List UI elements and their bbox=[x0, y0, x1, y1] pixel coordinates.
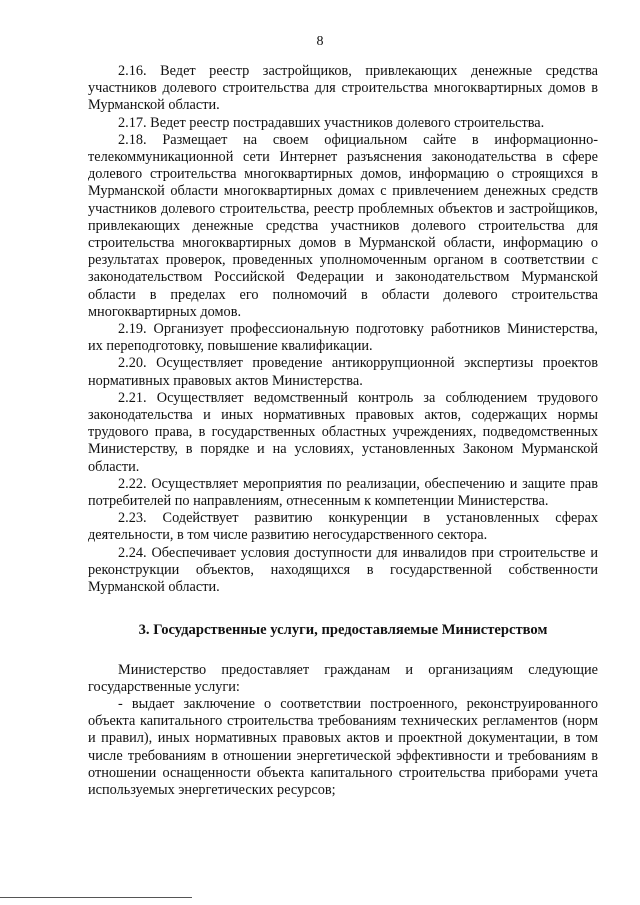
paragraph-services-intro: Министерство предоставляет гражданам и организациям следующие государственные услуги: bbox=[88, 661, 598, 695]
paragraph-2-20: 2.20. Осуществляет проведение антикоррупционной экспертизы проектов нормативных правовых актов Министерства. bbox=[88, 355, 598, 389]
footer-rule bbox=[0, 897, 192, 898]
paragraph-2-23: 2.23. Содействует развитию конкуренции в установленных сферах деятельности, в том числе развитию негосударственного сектора. bbox=[88, 510, 598, 544]
document-body bbox=[88, 63, 598, 799]
paragraph-2-17: 2.17. Ведет реестр пострадавших участников долевого строительства. bbox=[118, 114, 545, 131]
paragraph-2-24: 2.24. Обеспечивает условия доступности для инвалидов при строительстве и реконструкции объектов, находящихся в государственной собственности Мурманской области. bbox=[88, 544, 598, 596]
paragraph-2-18: 2.18. Размещает на своем официальном сайте в информационно-телекоммуникационной сети Интернет разъяснения законодательства в сфере долевого строительства многоквартирных домов, информацию о строящихся в Мурманской области многоквартирных домах с привлечением денежных средств участников долевого строительства, реестр проблемных объектов и застройщиков, привлекающих денежные средства участников долевого строительства для строительства многоквартирных домов в Мурманской области, информацию о результатах проверок, проведенных уполномоченным органом в соответствии с законодательством Российской Федерации и законодательством Мурманской области в пределах его полномочий в области долевого строительства многоквартирных домов. bbox=[88, 131, 598, 320]
paragraph-2-16: 2.16. Ведет реестр застройщиков, привлекающих денежные средства участников долевого строительства для строительства многоквартирных домов в Мурманской области. bbox=[88, 63, 598, 114]
paragraph-2-19: 2.19. Организует профессиональную подготовку работников Министерства, их переподготовку, повышение квалификации. bbox=[88, 321, 598, 355]
section-heading: 3. Государственные услуги, предоставляемые Министерством bbox=[138, 622, 548, 639]
paragraph-2-21: 2.21. Осуществляет ведомственный контроль за соблюдением трудового законодательства и иных нормативных правовых актов, содержащих нормы трудового права, в государственных областных учреждениях, подведомственных Министерству, в порядке и на условиях, установленных Законом Мурманской области. bbox=[88, 389, 598, 475]
page-number: 8 bbox=[316, 34, 324, 49]
paragraph-2-22: 2.22. Осуществляет мероприятия по реализации, обеспечению и защите прав потребителей по направлениям, отнесенным к компетенции Министерства. bbox=[88, 475, 598, 510]
paragraph-service-item: - выдает заключение о соответствии построенного, реконструированного объекта капитального строительства требованиям технических регламентов (норм и правил), иных нормативных правовых актов и проектной документации, в том числе требованиям в отношении энергетической эффективности и требованиям в отношении оснащенности объекта капитального строительства приборами учета используемых энергетических ресурсов; bbox=[88, 695, 598, 798]
